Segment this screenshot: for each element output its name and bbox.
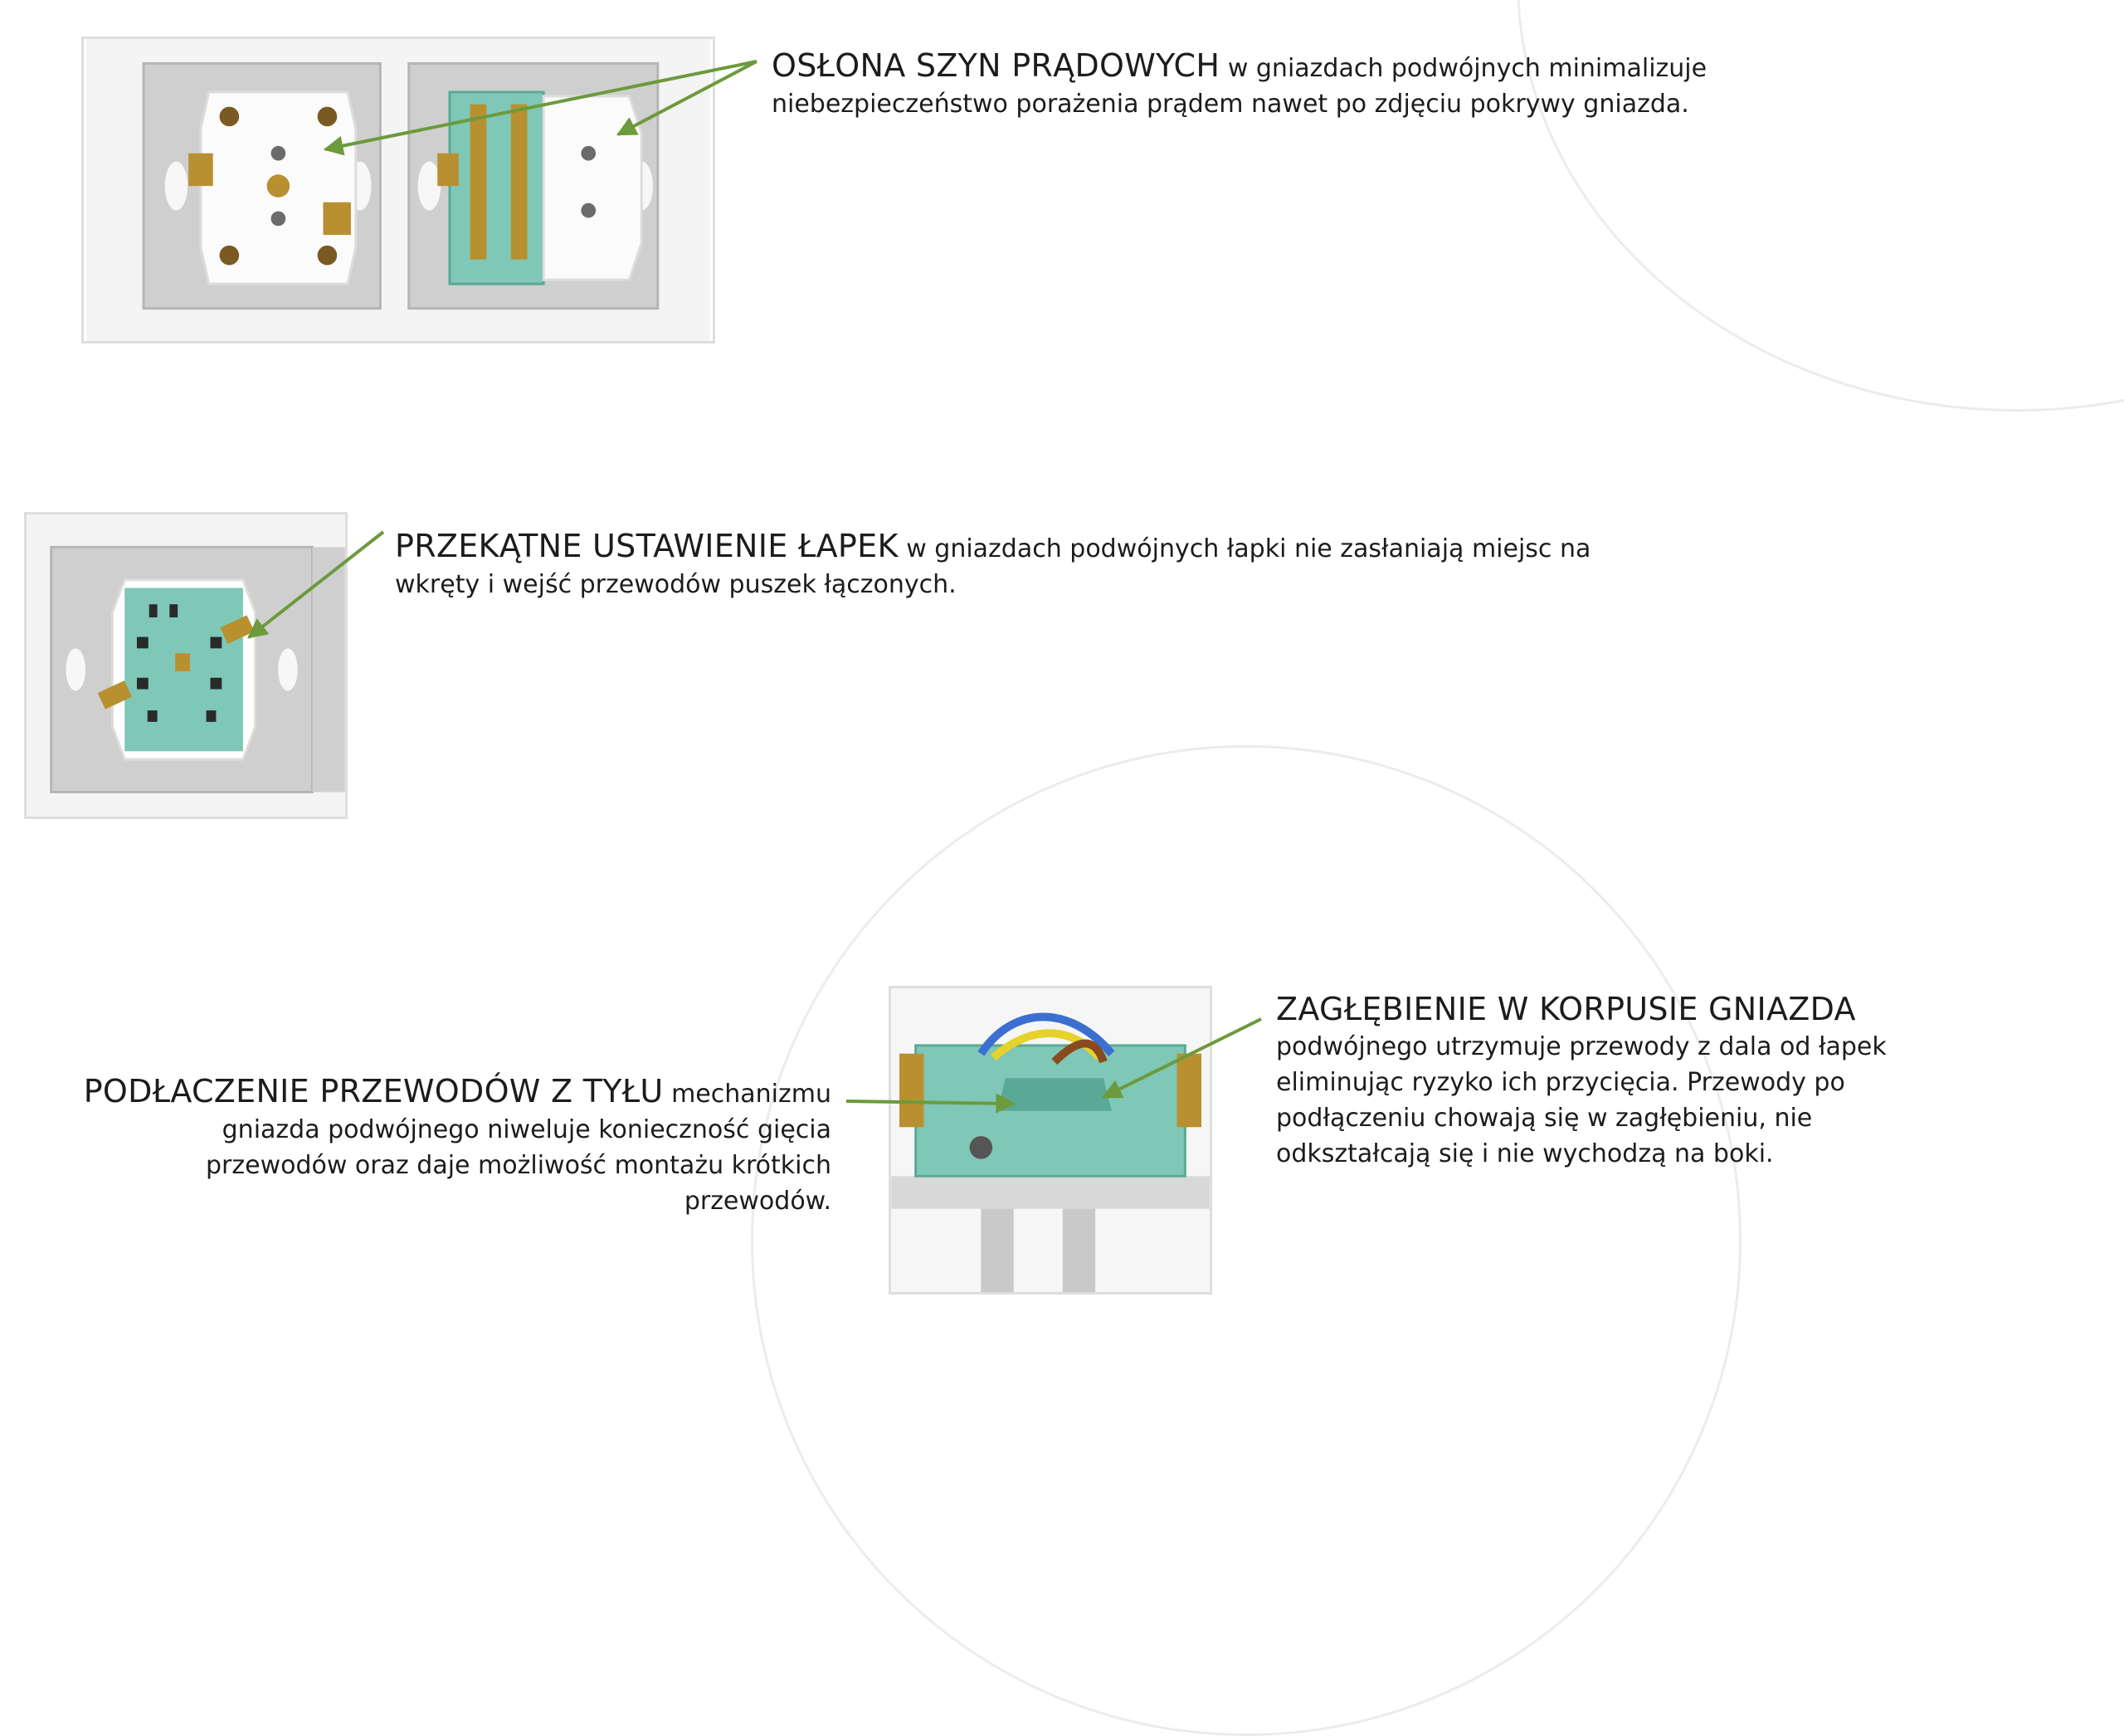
rail-cover-description — [772, 48, 1776, 122]
rear-connection-body: mechanizmu gniazda podwójnego niweluje konieczność gięcia przewodów oraz daje możliwość montażu krótkich przewodów. — [205, 1080, 831, 1216]
rear-connection-title: PODŁACZENIE PRZEWODÓW Z TYŁU — [83, 1073, 664, 1109]
rail-cover-title: OSŁONA SZYN PRĄDOWYCH — [772, 47, 1220, 84]
housing-recess-title: ZAGŁĘBIENIE W KORPUSIE GNIAZDA — [1276, 991, 1856, 1027]
diagonal-tabs-description — [395, 529, 1615, 602]
socket-diagonal-tabs-photo — [24, 512, 348, 819]
housing-recess-description — [1276, 992, 1890, 1172]
rail-cover-body: w gniazdach podwójnych minimalizuje niebezpieczeństwo porażenia prądem nawet po zdjęciu pokrywy gniazda. — [772, 54, 1707, 119]
diagonal-tabs-body: w gniazdach podwójnych łapki nie zasłaniają miejsc na wkręty i wejść przewodów puszek łączonych. — [395, 534, 1591, 599]
double-socket-rail-cover-photo — [81, 37, 715, 344]
rear-wiring-illustration — [891, 988, 1210, 1292]
diagonal-tabs-title: PRZEKĄTNE USTAWIENIE ŁAPEK — [395, 528, 899, 564]
double-socket-illustration — [84, 39, 713, 341]
socket-rear-wiring-photo — [889, 986, 1212, 1295]
housing-recess-body: podwójnego utrzymuje przewody z dala od łapek eliminując ryzyko ich przycięcia. Przewody po podłączeniu chowają się w zagłębieniu, nie odkształcają się i nie wychodzą na boki. — [1276, 1032, 1887, 1168]
socket-back-illustration — [27, 514, 345, 817]
rear-connection-description — [75, 1074, 831, 1219]
